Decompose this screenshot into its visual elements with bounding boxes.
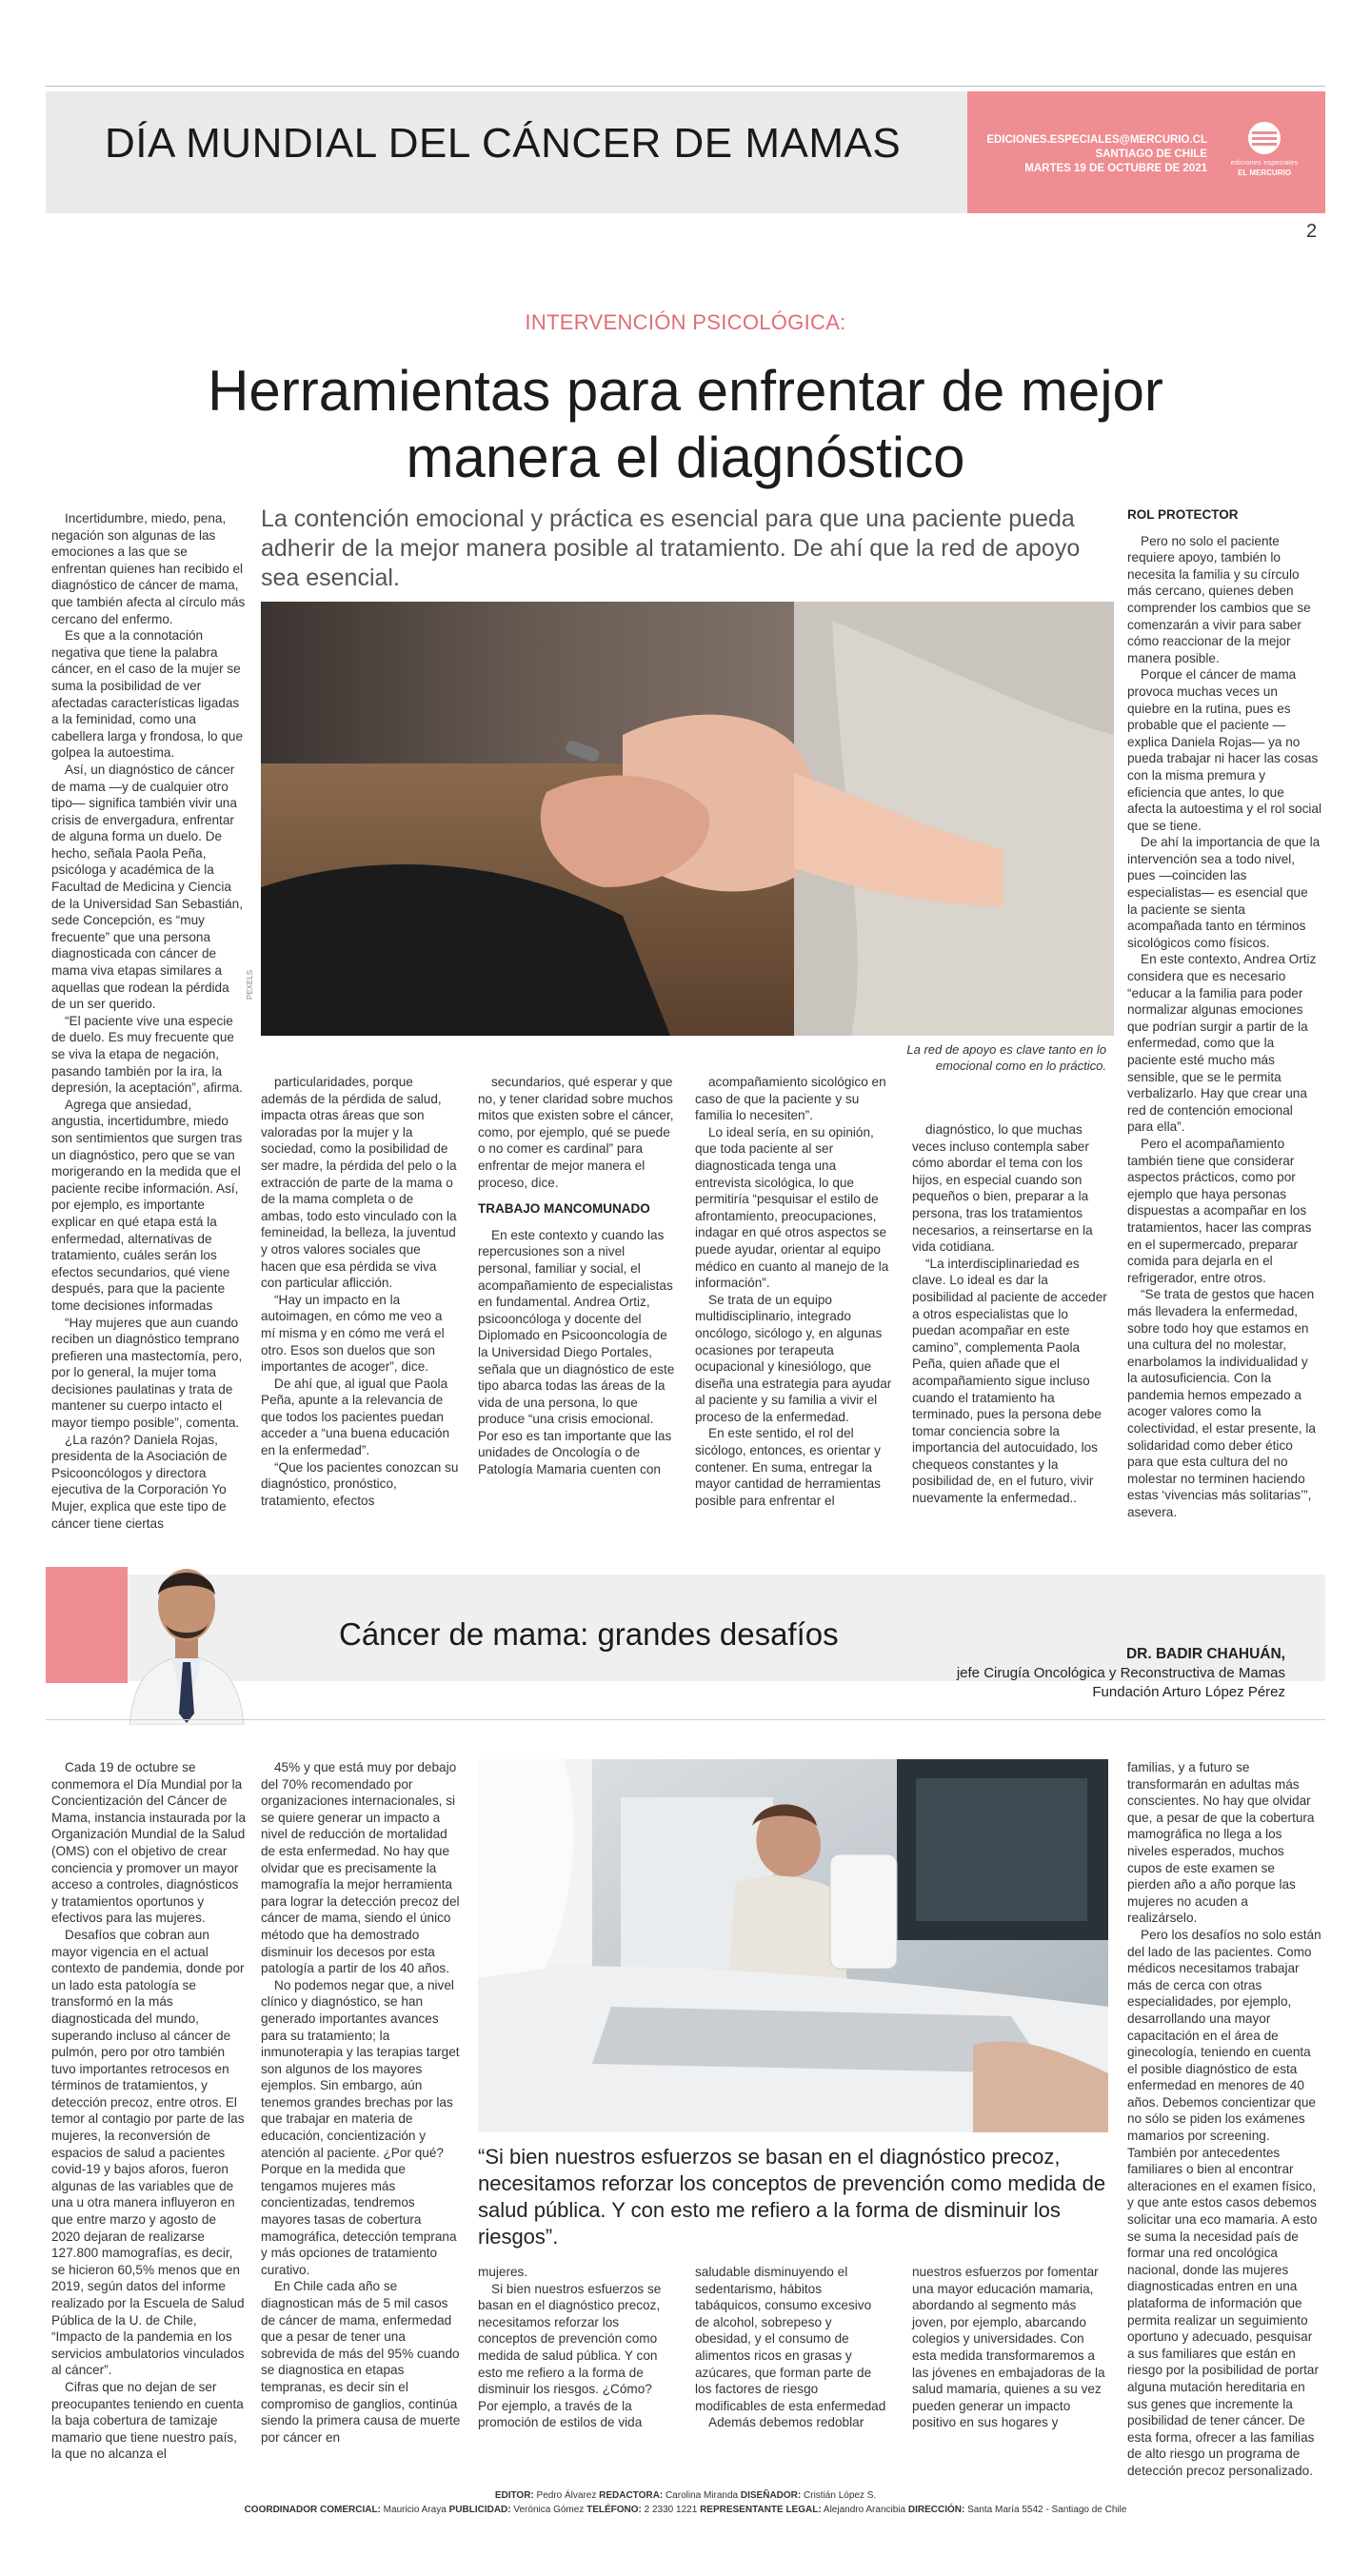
author-portrait bbox=[122, 1536, 251, 1725]
paragraph: acompañamiento sicológico en caso de que la paciente y su familia lo necesiten”. bbox=[695, 1075, 886, 1123]
photo-credit: PEXELS bbox=[246, 969, 254, 1000]
paragraph: mujeres. bbox=[478, 2265, 528, 2279]
logo-brand: EL MERCURIO bbox=[1238, 168, 1291, 177]
page-number: 2 bbox=[1306, 221, 1318, 242]
author-institution: Fundación Arturo López Pérez bbox=[1092, 1684, 1285, 1700]
value: Carolina Miranda bbox=[665, 2490, 739, 2501]
photo-caption: La red de apoyo es clave tanto en lo emocional como en lo práctico. bbox=[906, 1042, 1106, 1073]
article2-column-1 bbox=[51, 1759, 248, 2463]
paragraph: En este sentido, el rol del sicólogo, entonces, es orientar y contener. En suma, entregar la mayor cantidad de herramientas posible para enfrentar el bbox=[695, 1426, 881, 1508]
paragraph: De ahí la importancia de que la intervención sea a todo nivel, pues —coinciden las especialistas— es esencial que la paciente se sienta acompañada tanto en términos sicológicos como físicos. bbox=[1127, 835, 1321, 950]
label: REPRESENTANTE LEGAL: bbox=[700, 2505, 822, 2515]
paragraph: particularidades, porque además de la pérdida de salud, impacta otras áreas que son valoradas por la mujer y la sociedad, como la posibilidad de ser madre, la pérdida del pelo o la extracción de parte de la mama o de la mama completa o de ambas, todo esto vinculado con la femineidad, la belleza, la juventud y otros valores sociales que hacen que esa pérdida se viva con particular aflicción. bbox=[261, 1075, 457, 1291]
paragraph: Se trata de un equipo multidisciplinario, integrado oncólogo, sicólogo y, en algunas ocasiones por terapeuta ocupacional y kinesiólogo, que diseña una estrategia para ayudar al paciente y su familia a vivir el proceso de la enfermedad. bbox=[695, 1292, 892, 1424]
paragraph: nuestros esfuerzos por fomentar una mayor educación mamaria, abordando al segmento más joven, por ejemplo, abarcando colegios y universidades. Con esta medida transformaremos a las jóvenes en embajadoras de la salud mamaria, quienes a su vez pueden generar un impacto positivo en sus hogares y bbox=[912, 2265, 1105, 2430]
paragraph: Cada 19 de octubre se conmemora el Día Mundial por la Concientización del Cáncer de Mama, instancia instaurada por la Organización Mundial de la Salud (OMS) con el objetivo de crear conciencia y promover un mayor acceso a controles, diagnósticos y tratamientos oportunos y efectivos para las mujeres. bbox=[51, 1760, 247, 1926]
paragraph: ¿La razón? Daniela Rojas, presidenta de la Asociación de Psicooncólogos y directora ejecutiva de la Corporación Yo Mujer, explica que este tipo de cáncer tiene ciertas bbox=[51, 1432, 228, 1531]
logo-mark-icon bbox=[1248, 122, 1281, 154]
author-role: jefe Cirugía Oncológica y Reconstructiva de Mamas bbox=[956, 1665, 1285, 1681]
paragraph: 45% y que está muy por debajo del 70% recomendado por organizaciones internacionales, si se quiere generar un impacto a nivel de reducción de mortalidad de esta enfermedad. No hay que olvidar que es precisamente la mamografía la mejor herramienta para lograr la detección precoz del cáncer de mama, siendo el único método que ha demostrado disminuir los decesos por esta patología a partir de los 40 años. bbox=[261, 1760, 460, 1976]
article-headline: Herramientas para enfrentar de mejor manera el diagnóstico bbox=[208, 359, 1163, 489]
value: 2 2330 1221 bbox=[644, 2505, 698, 2515]
article1-column-5 bbox=[912, 1121, 1112, 1507]
value: Verónica Gómez bbox=[513, 2505, 585, 2515]
paragraph: diagnóstico, lo que muchas veces incluso contempla saber cómo abordar el tema con los hijos, en especial cuando son pequeños o bien, preparar a la persona, tras los tratamientos necesarios, a reinsertarse en la vida cotidiana. bbox=[912, 1122, 1093, 1255]
mammography-image bbox=[478, 1759, 1108, 2132]
paragraph: Así, un diagnóstico de cáncer de mama —y de cualquier otro tipo— significa también vivir una crisis de envergadura, enfrentar de alguna forma un duelo. De hecho, señala Paola Peña, psicóloga y académica de la Facultad de Medicina y Ciencia de la Universidad San Sebastián, sede Concepción, es “muy frecuente” que una persona diagnosticada con cáncer de mama viva etapas similares a aquellas que rodean la pérdida de un ser querido. bbox=[51, 762, 244, 1012]
header-info bbox=[979, 133, 1207, 176]
paragraph: “El paciente vive una especie de duelo. Es muy frecuente que se viva la etapa de negación, pasando también por la ira, la depresión, la aceptación”, afirma. bbox=[51, 1013, 243, 1096]
credits-line-2 bbox=[0, 2503, 1371, 2517]
label: REDACTORA: bbox=[599, 2490, 664, 2501]
edition-date: MARTES 19 DE OCTUBRE DE 2021 bbox=[1024, 163, 1207, 174]
value: Alejandro Arancibia bbox=[823, 2505, 906, 2515]
label: PUBLICIDAD: bbox=[448, 2505, 511, 2515]
paragraph: saludable disminuyendo el sedentarismo, hábitos tabáquicos, consumo excesivo de alcohol, sobrepeso y obesidad, y el consumo de alimentos ricos en grasas y azúcares, que forman parte de los factores de riesgo modificables de esta enfermedad bbox=[695, 2265, 886, 2413]
city: SANTIAGO DE CHILE bbox=[1095, 149, 1207, 160]
article2-column-5 bbox=[912, 2264, 1106, 2431]
article2-column-6 bbox=[1127, 1759, 1321, 2480]
article-kicker: INTERVENCIÓN PSICOLÓGICA: bbox=[525, 310, 846, 334]
paragraph: Si bien nuestros esfuerzos se basan en el diagnóstico precoz, necesitamos reforzar los conceptos de prevención como medida de salud pública. Y con esto me refiero a la forma de disminuir los riesgos. ¿Cómo? Por ejemplo, a través de la promoción de estilos de vida bbox=[478, 2281, 662, 2430]
contact-email[interactable]: EDICIONES.ESPECIALES@MERCURIO.CL bbox=[986, 134, 1207, 146]
value: Pedro Álvarez bbox=[536, 2490, 597, 2501]
article1-column-6 bbox=[1127, 506, 1321, 1521]
holding-hands-image bbox=[261, 602, 1114, 1036]
subheading-trabajo-mancomunado: TRABAJO MANCOMUNADO bbox=[478, 1201, 650, 1217]
article2-column-4 bbox=[695, 2264, 889, 2431]
paragraph: Es que a la connotación negativa que tiene la palabra cáncer, en el caso de la mujer se suma la posibilidad de ver afectadas características ligadas a la feminidad, como una cabellera larga y frondosa, lo que golpea la autoestima. bbox=[51, 628, 244, 761]
value: Mauricio Araya bbox=[383, 2505, 447, 2515]
label: EDITOR: bbox=[494, 2490, 534, 2501]
paragraph: “La interdisciplinariedad es clave. Lo ideal es dar la posibilidad al paciente de acceder a otros especialistas que lo puedan acompañar en este camino”, complementa Paola Peña, quien añade que el acompañamiento sigue incluso cuando el tratamiento ha terminado, pues la persona debe tomar conciencia sobre la importancia del autocuidado, los chequeos constantes y la posibilidad de, en el futuro, vivir nuevamente la enfermedad.. bbox=[912, 1256, 1107, 1506]
credits-line-1 bbox=[0, 2488, 1371, 2503]
header-rule bbox=[46, 86, 1325, 87]
author-name: DR. BADIR CHAHUÁN, bbox=[1125, 1646, 1285, 1662]
el-mercurio-logo bbox=[1226, 122, 1302, 179]
paragraph: En este contexto y cuando las repercusiones son a nivel personal, familiar y social, el acompañamiento de especialistas en fundamental. Andrea Ortiz, psicooncóloga y docente del Diplomado en Psicooncología de la Universidad Diego Portales, señala que un diagnóstico de este tipo abarca todas las áreas de la vida de una persona, lo que produce “una crisis emocional. Por eso es tan importante que las unidades de Oncología o de Patología Mamaria cuenten con bbox=[478, 1227, 675, 1477]
paragraph: Agrega que ansiedad, angustia, incertidumbre, miedo son sentimientos que surgen tras un diagnóstico, pero que se van morigerando en la medida que el paciente recibe información. Así, por ejemplo, es importante explicar en qué etapa está la enfermedad, alternativas de tratamiento, cuáles serán los efectos secundarios, qué viene después, para que la paciente tome decisiones informadas bbox=[51, 1097, 243, 1313]
article2-column-3 bbox=[478, 2264, 672, 2431]
paragraph: De ahí que, al igual que Paola Peña, apunte a la relevancia de que todos los pacientes puedan acceder a “una buena educación en la enfermedad”. bbox=[261, 1376, 450, 1458]
logo-sub: ediciones especiales bbox=[1230, 160, 1299, 167]
paragraph: familias, y a futuro se transformarán en adultas más conscientes. No hay que olvidar que, a pesar de que la cobertura mamográfica no llega a los niveles esperados, muchos cupos de este examen se pierden año a año porque las mujeres no acuden a realizárselo. bbox=[1127, 1760, 1315, 1926]
paragraph: Desafíos que cobran aun mayor vigencia en el actual contexto de pandemia, donde por un lado esta patología se transformó en la más diagnosticada del mundo, superando incluso al cáncer de pulmón, pero por otro también tuvo importantes retrocesos en términos de tratamientos, y detección precoz, entre otros. El temor al contagio por parte de las mujeres, la reconversión de espacios de salud a pacientes covid-19 y bajos aforos, fueron algunas de las variables que de una u otra manera influyeron en que entre marzo y agosto de 2020 dejaran de realizarse 127.800 mamografías, es decir, se hicieron 60,5% menos que en 2019, según datos del informe realizado por la Escuela de Salud Pública de la U. de Chile, “Impacto de la pandemia en los servicios ambulatorios vinculados al cáncer”. bbox=[51, 1927, 245, 2378]
label: DIRECCIÓN: bbox=[907, 2505, 965, 2515]
paragraph: “Hay mujeres que aun cuando reciben un diagnóstico temprano prefieren una mastectomía, pero, por lo general, la mujer toma decisiones paulatinas y trata de mantener su cuerpo intacto el mayor tiempo posible”, comenta. bbox=[51, 1315, 243, 1431]
paragraph: “Hay un impacto en la autoimagen, en cómo me veo a mí misma y en cómo me verá el otro. Esos son duelos que son importantes de acoger”, dice. bbox=[261, 1292, 445, 1375]
paragraph: Pero los desafíos no solo están del lado de las pacientes. Como médicos necesitamos trabajar más de cerca con otras especialidades, por ejemplo, desarrollando una mayor capacitación en el área de ginecología, teniendo en cuenta el posible diagnóstico de esta enfermedad en menores de 40 años. Debemos concientizar que no sólo se piden los exámenes mamarios por screening. También por antecedentes familiares o bien al encontrar alteraciones en el examen físico, y que ante estos casos debemos solicitar una eco mamaria. A esto se suma la necesidad país de formar una red oncológica nacional, donde las mujeres diagnosticadas entren en una plataforma de información que permita realizar un seguimiento oportuno y adecuado, pesquisar a sus familiares que están en riesgo por la posibilidad de portar alguna mutación hereditaria en sus genes que incremente la posibilidad de tener cáncer. De esta forma, ofrecer a las familias de alto riesgo un programa de detección precoz personalizado. bbox=[1127, 1927, 1321, 2478]
section-title: DÍA MUNDIAL DEL CÁNCER DE MAMAS bbox=[105, 120, 902, 167]
paragraph: “Que los pacientes conozcan su diagnóstico, pronóstico, tratamiento, efectos bbox=[261, 1459, 459, 1508]
paragraph: Además debemos redoblar bbox=[708, 2415, 864, 2430]
paragraph: Pero el acompañamiento también tiene que considerar aspectos prácticos, como por ejemplo que haya personas dispuestas a acompañar en los tratamientos, hacer las compras en el supermercado, preparar comida para dejarla en el refrigerador, entre otros. bbox=[1127, 1136, 1312, 1285]
paragraph: En Chile cada año se diagnostican más de 5 mil casos de cáncer de mama, enfermedad que a pesar de tener una sobrevida de más del 95% cuando se diagnostica en etapas tempranas, es decir sin el compromiso de ganglios, continúa siendo la primera causa de muerte por cáncer en bbox=[261, 2279, 461, 2445]
article1-column-1 bbox=[51, 510, 246, 1532]
article1-column-2 bbox=[261, 1074, 459, 1509]
subheading-rol-protector: ROL PROTECTOR bbox=[1127, 507, 1239, 522]
paragraph: Porque el cáncer de mama provoca muchas veces un quiebre en la rutina, pues es probable que el paciente —explica Daniela Rojas— ya no pueda trabajar ni hacer las cosas con la misma premura y eficiencia que antes, lo que afecta la autoestima y el rol social que se tiene. bbox=[1127, 667, 1322, 833]
label: DISEÑADOR: bbox=[740, 2490, 802, 2501]
paragraph: Lo ideal sería, en su opinión, que toda paciente al ser diagnosticada tenga una entrevista sicológica, lo que permitiría “pesquisar el estilo de afrontamiento, preocupaciones, indagar en qué otros aspectos se puede ayudar, orientar al equipo médico en cuanto al manejo de la información”. bbox=[695, 1124, 889, 1291]
pull-quote: “Si bien nuestros esfuerzos se basan en el diagnóstico precoz, necesitamos reforzar los conceptos de prevención como medida de salud pública. Y con esto me refiero a la forma de disminuir los riesgos”. bbox=[478, 2145, 1106, 2249]
label: TELÉFONO: bbox=[586, 2505, 642, 2515]
article1-column-3 bbox=[478, 1074, 676, 1478]
article2-column-2 bbox=[261, 1759, 461, 2446]
column-rule bbox=[46, 1719, 1325, 1720]
article-lead: La contención emocional y práctica es esencial para que una paciente pueda adherir de la mejor manera posible al tratamiento. De ahí que la red de apoyo sea esencial. bbox=[261, 505, 1081, 591]
doctor-portrait-image bbox=[122, 1536, 251, 1725]
column-author bbox=[857, 1645, 1285, 1702]
paragraph: Cifras que no dejan de ser preocupantes teniendo en cuenta la baja cobertura de tamizaje mamario que tiene nuestro país, la que no alcanza el bbox=[51, 2379, 244, 2462]
paragraph: secundarios, qué esperar y que no, y tener claridad sobre muchos mitos que existen sobre el cáncer, como, por ejemplo, qué se puede o no comer es cardinal” para enfrentar de mejor manera el proceso, dice. bbox=[478, 1075, 674, 1190]
photo-mammography bbox=[478, 1759, 1108, 2132]
paragraph: No podemos negar que, a nivel clínico y diagnóstico, se han generado importantes avances para su tratamiento; la inmunoterapia y las terapias target son algunos de los mayores ejemplos. Sin embargo, aún tenemos grandes brechas por las que trabajar en materia de educación, concientización y atención al paciente. ¿Por qué? Porque en la medida que tengamos mujeres más concientizadas, tendremos mayores tasas de cobertura mamográfica, detección temprana y más opciones de tratamiento curativo. bbox=[261, 1977, 460, 2277]
label: COORDINADOR COMERCIAL: bbox=[244, 2505, 381, 2515]
value: Cristián López S. bbox=[804, 2490, 877, 2501]
paragraph: “Se trata de gestos que hacen más llevadera la enfermedad, sobre todo hoy que estamos en una cultura del no molestar, enarbolamos la individualidad y la autosuficiencia. Con la pandemia hemos empezado a acoger valores como la colectividad, el estar presente, la solidaridad como deber ético para que esta cultura del no molestar no terminen haciendo estas ‘vivencias más solitarias’”, asevera. bbox=[1127, 1287, 1316, 1520]
paragraph: Pero no solo el paciente requiere apoyo, también lo necesita la familia y su círculo más cercano, quienes deben comprender los cambios que se comenzarán a vivir para saber cómo reaccionar de la mejor manera posible. bbox=[1127, 533, 1311, 665]
paragraph: En este contexto, Andrea Ortiz considera que es necesario “educar a la familia para poder normalizar algunas emociones que podrían surgir a partir de la enfermedad, como que la paciente esté mucho más sensible, que se le permita verbalizarlo. Hay que crear una red de contención emocional para ella”. bbox=[1127, 952, 1317, 1135]
paragraph: Incertidumbre, miedo, pena, negación son algunas de las emociones a las que se enfrentan quienes han recibido el diagnóstico de cáncer de mama, que también afecta al círculo más cercano del enfermo. bbox=[51, 511, 246, 626]
column-title: Cáncer de mama: grandes desafíos bbox=[339, 1616, 839, 1652]
article1-column-4 bbox=[695, 1074, 893, 1509]
credits-footer bbox=[0, 2488, 1371, 2517]
photo-holding-hands bbox=[261, 602, 1114, 1036]
column-header-accent bbox=[46, 1567, 128, 1683]
value: Santa María 5542 - Santiago de Chile bbox=[967, 2505, 1127, 2515]
